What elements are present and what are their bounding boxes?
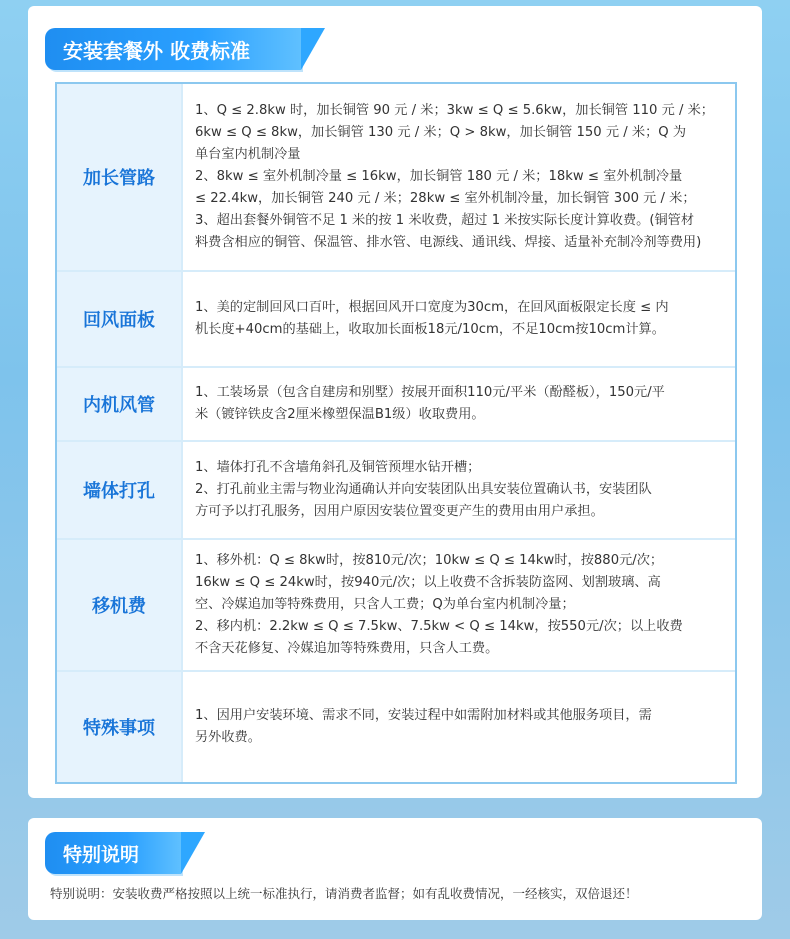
- row-label: 回风面板: [57, 272, 183, 366]
- row-label: 加长管路: [57, 84, 183, 270]
- row-content: [183, 368, 735, 440]
- content-line: 1、美的定制回风口百叶，根据回风开口宽度为30cm，在回风面板限定长度 ≤ 内: [195, 300, 669, 315]
- row-content: [183, 272, 735, 366]
- content-line: 空、冷媒追加等特殊费用，只含人工费；Q为单台室内机制冷量；: [195, 597, 575, 612]
- content-line: 2、8kw ≤ 室外机制冷量 ≤ 16kw，加长铜管 180 元 / 米；18kw ≤ 室外机制冷量: [195, 169, 683, 184]
- content-line: 1、墙体打孔不含墙角斜孔及铜管预埋水钻开槽；: [195, 460, 481, 475]
- row-content: [183, 84, 735, 270]
- table-row: [57, 672, 735, 782]
- content-line: ≤ 22.4kw，加长铜管 240 元 / 米；28kw ≤ 室外机制冷量，加长铜管 300 元 / 米；: [195, 191, 696, 206]
- table-row: [57, 442, 735, 540]
- row-content: [183, 442, 735, 538]
- row-label: 内机风管: [57, 368, 183, 440]
- content-line: 料费含相应的铜管、保温管、排水管、电源线、通讯线、焊接、适量补充制冷剂等费用): [195, 235, 702, 250]
- content-line: 单台室内机制冷量: [195, 147, 301, 162]
- content-line: 2、移内机：2.2kw ≤ Q ≤ 7.5kw、7.5kw < Q ≤ 14kw，按550元/次；以上收费: [195, 619, 683, 634]
- content-line: 1、工装场景（包含自建房和别墅）按展开面积110元/平米（酚醛板），150元/平: [195, 385, 665, 400]
- table-row: [57, 272, 735, 368]
- content-line: 方可予以打孔服务，因用户原因安装位置变更产生的费用由用户承担。: [195, 504, 604, 519]
- content-line: 6kw ≤ Q ≤ 8kw，加长铜管 130 元 / 米；Q > 8kw，加长铜管 150 元 / 米；Q 为: [195, 125, 687, 140]
- special-note-banner: 特别说明: [45, 832, 181, 874]
- content-line: 3、超出套餐外铜管不足 1 米的按 1 米收费，超过 1 米按实际长度计算收费。(铜管材: [195, 213, 695, 228]
- content-line: 1、Q ≤ 2.8kw 时，加长铜管 90 元 / 米；3kw ≤ Q ≤ 5.6kw，加长铜管 110 元 / 米；: [195, 103, 714, 118]
- content-line: 16kw ≤ Q ≤ 24kw时，按940元/次；以上收费不含拆装防盗网、划割玻璃、高: [195, 575, 661, 590]
- row-label: 移机费: [57, 540, 183, 670]
- content-line: 1、移外机：Q ≤ 8kw时，按810元/次；10kw ≤ Q ≤ 14kw时，按880元/次；: [195, 553, 664, 568]
- special-note-card: [28, 818, 762, 920]
- table-row: [57, 368, 735, 442]
- content-line: 另外收费。: [195, 730, 261, 745]
- section-title-banner: 安装套餐外 收费标准: [45, 28, 301, 70]
- pricing-card: [28, 6, 762, 798]
- content-line: 2、打孔前业主需与物业沟通确认并向安装团队出具安装位置确认书，安装团队: [195, 482, 652, 497]
- pricing-table: [55, 82, 737, 784]
- row-content: [183, 672, 735, 782]
- row-label: 墙体打孔: [57, 442, 183, 538]
- content-line: 1、因用户安装环境、需求不同，安装过程中如需附加材料或其他服务项目，需: [195, 708, 652, 723]
- special-note-text: 特别说明：安装收费严格按照以上统一标准执行，请消费者监督；如有乱收费情况，一经核实，双倍退还！: [50, 886, 638, 901]
- table-row: [57, 84, 735, 272]
- row-label: 特殊事项: [57, 672, 183, 782]
- table-row: [57, 540, 735, 672]
- content-line: 米（镀锌铁皮含2厘米橡塑保温B1级）收取费用。: [195, 407, 485, 422]
- content-line: 不含天花修复、冷媒追加等特殊费用，只含人工费。: [195, 641, 499, 656]
- content-line: 机长度+40cm的基础上，收取加长面板18元/10cm，不足10cm按10cm计算。: [195, 322, 665, 337]
- row-content: [183, 540, 735, 670]
